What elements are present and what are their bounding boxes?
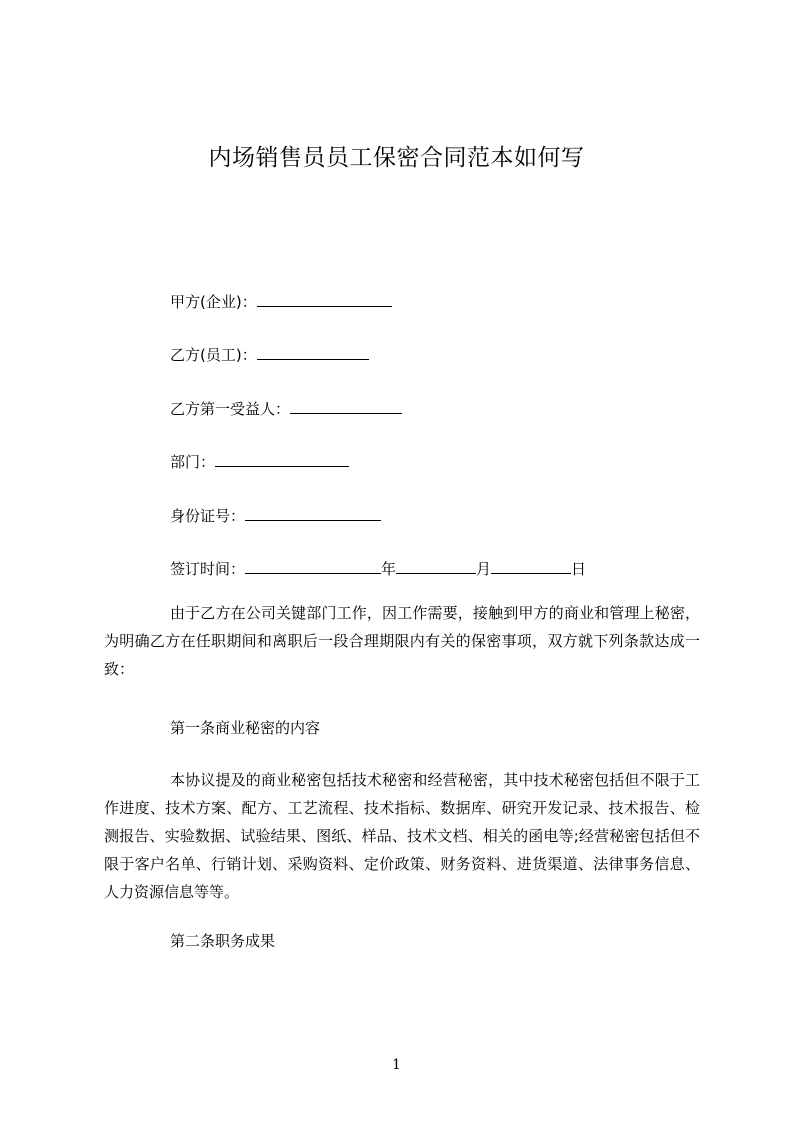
id-number-blank[interactable]: [245, 506, 381, 521]
party-a-label: 甲方(企业)：: [170, 293, 257, 311]
page-number: 1: [392, 1057, 401, 1073]
year-blank[interactable]: [245, 559, 381, 574]
article-2-heading: 第二条职务成果: [170, 932, 276, 950]
beneficiary-blank[interactable]: [290, 399, 402, 414]
party-a-blank[interactable]: [257, 292, 392, 307]
party-b-blank[interactable]: [257, 345, 369, 360]
document-title: 内场销售员员工保密合同范本如何写: [208, 145, 585, 171]
department-blank[interactable]: [215, 452, 349, 467]
day-blank[interactable]: [491, 559, 571, 574]
party-a-field: [170, 292, 392, 312]
month-label: 月: [476, 560, 492, 578]
id-number-field: [170, 506, 381, 526]
article-1-heading: 第一条商业秘密的内容: [170, 719, 321, 737]
month-blank[interactable]: [396, 559, 476, 574]
department-field: [170, 452, 349, 472]
beneficiary-field: [170, 399, 402, 419]
department-label: 部门：: [170, 453, 216, 471]
year-label: 年: [381, 560, 397, 578]
day-label: 日: [571, 560, 587, 578]
party-b-label: 乙方(员工)：: [170, 346, 257, 364]
intro-paragraph: 由于乙方在公司关键部门工作，因工作需要，接触到甲方的商业和管理上秘密，为明确乙方在任职期间和离职后一段合理期限内有关的保密事项，双方就下列条款达成一致：: [104, 604, 700, 678]
id-number-label: 身份证号：: [170, 507, 246, 525]
party-b-field: [170, 345, 369, 365]
signing-date-label: 签订时间：: [170, 560, 246, 578]
signing-date-field: [170, 559, 586, 579]
article-1-body: 本协议提及的商业秘密包括技术秘密和经营秘密，其中技术秘密包括但不限于工作进度、技术方案、配方、工艺流程、技术指标、数据库、研究开发记录、技术报告、检测报告、实验数据、试验结果、图纸、样品、技术文档、相关的函电等;经营秘密包括但不限于客户名单、行销计划、采购资料、定价政策、财务资料、进货渠道、法律事务信息、人力资源信息等等。: [104, 771, 700, 901]
beneficiary-label: 乙方第一受益人：: [170, 400, 291, 418]
